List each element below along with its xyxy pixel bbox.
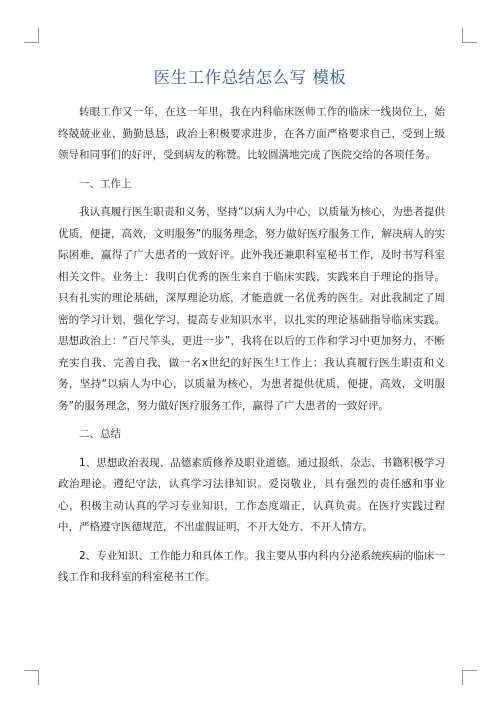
summary-paragraph-2: 2、专业知识、工作能力和具体工作。我主要从事内科内分泌系统疾病的临床一线工作和我科室的科室秘书工作。 — [58, 549, 445, 583]
section-heading-summary: 二、总结 — [79, 428, 121, 440]
summary-paragraph-1: 1、思想政治表现、品德素质修养及职业道德。通过报纸、杂志、书籍积极学习政治理论。遵纪守法，认真学习法律知识。爱岗敬业，具有强烈的责任感和事业心，积极主动认真的学习专业知识，工作态度端正，认真负责。在医疗实践过程中，严格遵守医德规范，不出虚假证明，不开大处方、不开人情方。 — [58, 456, 445, 533]
page-corner-mark-top-left — [24, 28, 39, 43]
page-corner-mark-top-right — [462, 28, 477, 43]
page-corner-mark-bottom-right — [462, 670, 477, 685]
work-paragraph: 我认真履行医生职责和义务，坚持“以病人为中心，以质量为核心，为患者提供优质，便捷，高效，文明服务”的服务理念，努力做好医疗服务工作，解决病人的实际困难，赢得了广大患者的一致好评。此外我还兼职科室秘书工作，及时书写科室相关文件。业务上：我明白优秀的医生来自于临床实践，实践来自于理论的指导。只有扎实的理论基础，深厚理论功底，才能造就一名优秀的医生。对此我制定了周密的学习计划，强化学习，提高专业知识水平，以扎实的理论基础指导临床实践。思想政治上：“百尺竿头，更进一步”，我将在以后的工作和学习中更加努力，不断充实自我、完善自我，做一名x世纪的好医生!工作上：我认真履行医生职责和义务，坚持“以病人为中心，以质量为核心，为患者提供优质，便捷，高效，文明服务”的服务理念，努力做好医疗服务工作，赢得了广大患者的一致好评。 — [58, 206, 445, 412]
section-heading-work: 一、工作上 — [79, 177, 132, 190]
intro-paragraph: 转眼工作又一年，在这一年里，我在内科临床医师工作的临床一线岗位上，始终兢兢业业、勤勤恳恳，政治上积极要求进步，在各方面严格要求自己，受到上级领导和同事们的好评，受到病友的称赞。比较圆满地完成了医院交给的各项任务。 — [58, 106, 445, 161]
document-body — [58, 102, 445, 596]
page-corner-mark-bottom-left — [24, 670, 39, 685]
document-title: 医生工作总结怎么写 模板 — [153, 68, 347, 87]
